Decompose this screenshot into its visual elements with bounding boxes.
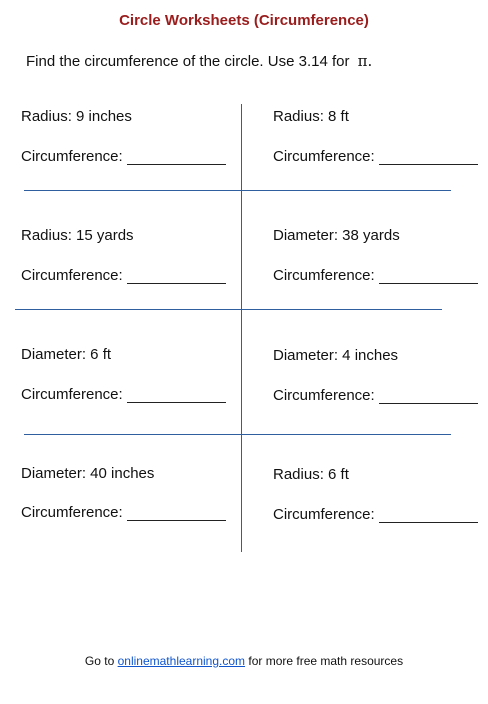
answer-label: Circumference: [21,148,123,165]
answer-label: Circumference: [21,267,123,284]
answer-label: Circumference: [273,506,375,523]
instructions-text: Find the circumference of the circle. Use 3.14 for [26,53,350,70]
problem-7-answer [21,504,226,521]
answer-blank[interactable] [379,389,478,404]
problem-3-answer [21,267,226,284]
problem-2-given: Radius: 8 ft [273,108,349,125]
problem-8-given: Radius: 6 ft [273,466,349,483]
answer-label: Circumference: [273,267,375,284]
answer-blank[interactable] [379,150,478,165]
footer-prefix: Go to [84,654,115,668]
problem-7-given: Diameter: 40 inches [21,465,155,482]
pi-symbol: π. [357,52,373,70]
answer-label: Circumference: [21,504,123,521]
horizontal-divider-1 [24,190,451,191]
instructions [26,52,372,70]
problem-5-given: Diameter: 6 ft [21,346,112,363]
problem-6-given: Diameter: 4 inches [273,347,399,364]
horizontal-divider-2 [15,309,442,310]
problem-2-answer [273,148,478,165]
problem-8-answer [273,506,478,523]
answer-label: Circumference: [273,148,375,165]
answer-blank[interactable] [379,269,478,284]
answer-label: Circumference: [21,386,123,403]
answer-blank[interactable] [379,508,478,523]
answer-blank[interactable] [127,506,226,521]
footer-suffix: for more free math resources [248,654,404,668]
problem-1-answer [21,148,226,165]
answer-blank[interactable] [127,150,226,165]
vertical-divider [241,104,242,552]
footer-link[interactable]: onlinemathlearning.com [117,654,246,668]
problem-1-given: Radius: 9 inches [21,108,132,125]
problem-4-given: Diameter: 38 yards [273,227,400,244]
problem-4-answer [273,267,478,284]
horizontal-divider-3 [24,434,451,435]
answer-blank[interactable] [127,388,226,403]
footer [0,654,488,668]
worksheet-title: Circle Worksheets (Circumference) [119,12,369,29]
answer-label: Circumference: [273,387,375,404]
problem-5-answer [21,386,226,403]
answer-blank[interactable] [127,269,226,284]
problem-6-answer [273,387,478,404]
problem-3-given: Radius: 15 yards [21,227,134,244]
